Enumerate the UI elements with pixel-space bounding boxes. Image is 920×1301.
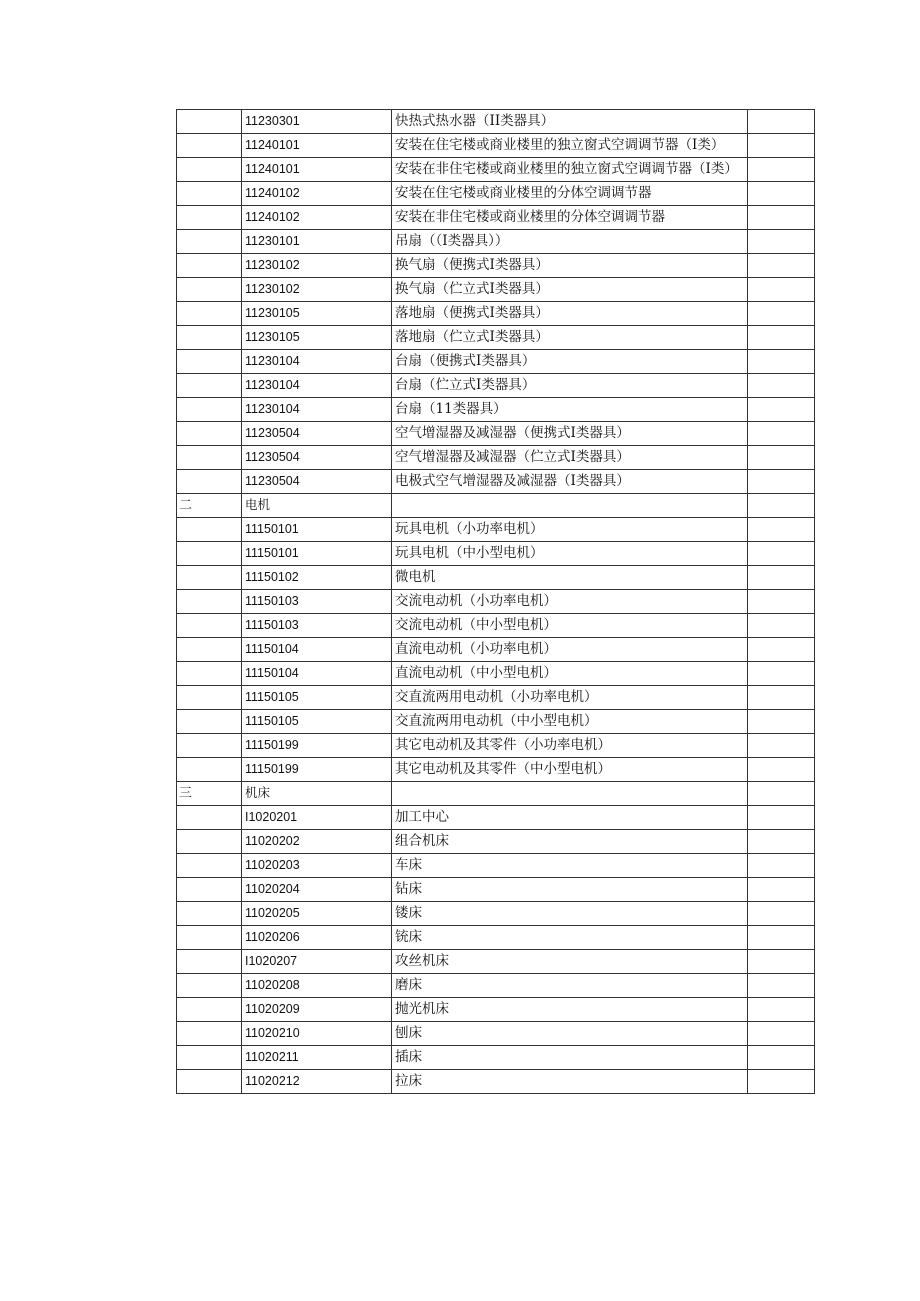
section-index-cell [177, 806, 242, 830]
product-name-cell: 交流电动机（小功率电机） [392, 590, 748, 614]
section-index-cell [177, 854, 242, 878]
remarks-cell [748, 326, 815, 350]
product-name-cell: 电极式空气增湿器及减湿器（I类器具） [392, 470, 748, 494]
section-title-cell: 电机 [242, 494, 392, 518]
remarks-cell [748, 206, 815, 230]
section-index-cell [177, 662, 242, 686]
product-code-cell: 11230105 [242, 302, 392, 326]
product-code-cell: 11230101 [242, 230, 392, 254]
table-row [177, 638, 815, 662]
remarks-cell [748, 422, 815, 446]
section-index-cell [177, 830, 242, 854]
section-index-cell [177, 542, 242, 566]
table-row [177, 566, 815, 590]
section-index-cell [177, 254, 242, 278]
table-row [177, 878, 815, 902]
remarks-cell [748, 854, 815, 878]
product-code-cell: 11020209 [242, 998, 392, 1022]
product-name-cell: 拉床 [392, 1070, 748, 1094]
section-index-cell [177, 1046, 242, 1070]
product-name-cell [392, 494, 748, 518]
product-name-cell: 台扇（11类器具） [392, 398, 748, 422]
product-name-cell: 玩具电机（中小型电机） [392, 542, 748, 566]
product-code-cell: 11230105 [242, 326, 392, 350]
table-row [177, 110, 815, 134]
product-name-cell: 插床 [392, 1046, 748, 1070]
section-index-cell [177, 998, 242, 1022]
product-code-cell: 11020208 [242, 974, 392, 998]
section-index-cell [177, 1070, 242, 1094]
remarks-cell [748, 134, 815, 158]
product-code-cell: 11020202 [242, 830, 392, 854]
section-index-cell: 三 [177, 782, 242, 806]
table-row [177, 662, 815, 686]
product-code-cell: 11230102 [242, 254, 392, 278]
product-name-cell: 快热式热水器（II类器具） [392, 110, 748, 134]
table-body [177, 110, 815, 1094]
product-name-cell: 加工中心 [392, 806, 748, 830]
product-name-cell: 镂床 [392, 902, 748, 926]
product-code-cell: 11150102 [242, 566, 392, 590]
remarks-cell [748, 302, 815, 326]
remarks-cell [748, 230, 815, 254]
section-index-cell [177, 950, 242, 974]
remarks-cell [748, 614, 815, 638]
remarks-cell [748, 1070, 815, 1094]
section-index-cell [177, 590, 242, 614]
product-code-cell: 11150199 [242, 734, 392, 758]
section-index-cell [177, 734, 242, 758]
product-name-cell: 攻丝机床 [392, 950, 748, 974]
section-header-row [177, 782, 815, 806]
product-name-cell: 其它电动机及其零件（中小型电机） [392, 758, 748, 782]
product-code-cell: 11230504 [242, 446, 392, 470]
product-code-cell: 11230504 [242, 422, 392, 446]
section-index-cell [177, 158, 242, 182]
section-index-cell [177, 878, 242, 902]
product-name-cell: 交流电动机（中小型电机） [392, 614, 748, 638]
product-code-cell: 11020203 [242, 854, 392, 878]
product-name-cell: 铳床 [392, 926, 748, 950]
product-code-cell: 11230504 [242, 470, 392, 494]
table-row [177, 350, 815, 374]
remarks-cell [748, 374, 815, 398]
product-code-cell: 11020210 [242, 1022, 392, 1046]
product-name-cell: 吊扇（（I类器具）） [392, 230, 748, 254]
product-name-cell: 直流电动机（中小型电机） [392, 662, 748, 686]
product-code-cell: I1020207 [242, 950, 392, 974]
section-index-cell [177, 758, 242, 782]
product-code-cell: 11230104 [242, 350, 392, 374]
product-code-cell: 11240101 [242, 134, 392, 158]
product-name-cell: 落地扇（便携式I类器具） [392, 302, 748, 326]
section-index-cell [177, 638, 242, 662]
remarks-cell [748, 590, 815, 614]
remarks-cell [748, 278, 815, 302]
table-row [177, 710, 815, 734]
remarks-cell [748, 542, 815, 566]
remarks-cell [748, 446, 815, 470]
table-row [177, 950, 815, 974]
table-row [177, 206, 815, 230]
product-code-cell: 11150199 [242, 758, 392, 782]
table-row [177, 902, 815, 926]
remarks-cell [748, 734, 815, 758]
remarks-cell [748, 566, 815, 590]
product-name-cell: 刨床 [392, 1022, 748, 1046]
section-index-cell [177, 974, 242, 998]
section-header-row [177, 494, 815, 518]
product-code-cell: 11230102 [242, 278, 392, 302]
table-row [177, 518, 815, 542]
product-code-cell: I1020201 [242, 806, 392, 830]
section-index-cell [177, 470, 242, 494]
product-name-cell [392, 782, 748, 806]
table-row [177, 686, 815, 710]
product-name-cell: 换气扇（便携式I类器具） [392, 254, 748, 278]
section-index-cell [177, 398, 242, 422]
remarks-cell [748, 494, 815, 518]
remarks-cell [748, 878, 815, 902]
product-name-cell: 台扇（伫立式I类器具） [392, 374, 748, 398]
remarks-cell [748, 254, 815, 278]
product-name-cell: 台扇（便携式I类器具） [392, 350, 748, 374]
section-index-cell [177, 350, 242, 374]
product-code-cell: 11150103 [242, 614, 392, 638]
product-code-cell: 11240101 [242, 158, 392, 182]
product-name-cell: 安装在住宅楼或商业楼里的独立窗式空调调节器（I类） [392, 134, 748, 158]
table-row [177, 542, 815, 566]
product-code-cell: 11150101 [242, 542, 392, 566]
product-name-cell: 微电机 [392, 566, 748, 590]
table-row [177, 806, 815, 830]
section-index-cell [177, 686, 242, 710]
section-index-cell [177, 710, 242, 734]
product-code-cell: 11230104 [242, 374, 392, 398]
product-name-cell: 直流电动机（小功率电机） [392, 638, 748, 662]
remarks-cell [748, 350, 815, 374]
remarks-cell [748, 998, 815, 1022]
product-code-cell: 11020205 [242, 902, 392, 926]
table-row [177, 158, 815, 182]
product-code-cell: 11240102 [242, 206, 392, 230]
remarks-cell [748, 902, 815, 926]
product-code-cell: 11150105 [242, 686, 392, 710]
table-row [177, 230, 815, 254]
section-index-cell [177, 902, 242, 926]
table-row [177, 134, 815, 158]
remarks-cell [748, 470, 815, 494]
section-index-cell: 二 [177, 494, 242, 518]
remarks-cell [748, 398, 815, 422]
remarks-cell [748, 926, 815, 950]
table-row [177, 374, 815, 398]
product-code-cell: 11150103 [242, 590, 392, 614]
remarks-cell [748, 662, 815, 686]
product-name-cell: 磨床 [392, 974, 748, 998]
product-code-cell: 11150104 [242, 638, 392, 662]
remarks-cell [748, 182, 815, 206]
product-code-cell: 11150105 [242, 710, 392, 734]
remarks-cell [748, 950, 815, 974]
table-row [177, 758, 815, 782]
section-index-cell [177, 566, 242, 590]
section-index-cell [177, 1022, 242, 1046]
product-name-cell: 空气增湿器及减湿器（伫立式I类器具） [392, 446, 748, 470]
table-row [177, 446, 815, 470]
section-title-cell: 机床 [242, 782, 392, 806]
table-row [177, 974, 815, 998]
section-index-cell [177, 446, 242, 470]
product-name-cell: 车床 [392, 854, 748, 878]
product-name-cell: 换气扇（伫立式I类器具） [392, 278, 748, 302]
table-row [177, 254, 815, 278]
remarks-cell [748, 638, 815, 662]
table-row [177, 278, 815, 302]
product-code-cell: 11240102 [242, 182, 392, 206]
section-index-cell [177, 326, 242, 350]
product-name-cell: 安装在非住宅楼或商业楼里的分体空调调节器 [392, 206, 748, 230]
remarks-cell [748, 158, 815, 182]
table-row [177, 1046, 815, 1070]
table-row [177, 926, 815, 950]
table-row [177, 326, 815, 350]
product-name-cell: 落地扇（伫立式I类器具） [392, 326, 748, 350]
section-index-cell [177, 206, 242, 230]
table-row [177, 734, 815, 758]
product-name-cell: 钻床 [392, 878, 748, 902]
table-row [177, 998, 815, 1022]
remarks-cell [748, 974, 815, 998]
product-name-cell: 玩具电机（小功率电机） [392, 518, 748, 542]
table-row [177, 1022, 815, 1046]
section-index-cell [177, 518, 242, 542]
remarks-cell [748, 782, 815, 806]
table-row [177, 470, 815, 494]
product-name-cell: 抛光机床 [392, 998, 748, 1022]
section-index-cell [177, 926, 242, 950]
product-name-cell: 交直流两用电动机（小功率电机） [392, 686, 748, 710]
section-index-cell [177, 302, 242, 326]
product-name-cell: 空气增湿器及减湿器（便携式I类器具） [392, 422, 748, 446]
section-index-cell [177, 374, 242, 398]
remarks-cell [748, 806, 815, 830]
product-code-cell: 11230301 [242, 110, 392, 134]
table-row [177, 854, 815, 878]
remarks-cell [748, 518, 815, 542]
product-code-cell: 11020211 [242, 1046, 392, 1070]
table-row [177, 182, 815, 206]
section-index-cell [177, 110, 242, 134]
remarks-cell [748, 710, 815, 734]
table-row [177, 614, 815, 638]
remarks-cell [748, 1022, 815, 1046]
product-code-cell: 11020212 [242, 1070, 392, 1094]
remarks-cell [748, 686, 815, 710]
table-row [177, 830, 815, 854]
product-name-cell: 组合机床 [392, 830, 748, 854]
product-code-cell: 11020204 [242, 878, 392, 902]
section-index-cell [177, 422, 242, 446]
product-code-cell: 11020206 [242, 926, 392, 950]
remarks-cell [748, 830, 815, 854]
product-name-cell: 交直流两用电动机（中小型电机） [392, 710, 748, 734]
remarks-cell [748, 1046, 815, 1070]
table-row [177, 398, 815, 422]
section-index-cell [177, 614, 242, 638]
product-name-cell: 安装在住宅楼或商业楼里的分体空调调节器 [392, 182, 748, 206]
section-index-cell [177, 278, 242, 302]
section-index-cell [177, 182, 242, 206]
section-index-cell [177, 230, 242, 254]
table-row [177, 1070, 815, 1094]
product-table [176, 109, 815, 1094]
remarks-cell [748, 758, 815, 782]
table-row [177, 302, 815, 326]
table-row [177, 590, 815, 614]
section-index-cell [177, 134, 242, 158]
product-name-cell: 其它电动机及其零件（小功率电机） [392, 734, 748, 758]
product-code-cell: 11150104 [242, 662, 392, 686]
remarks-cell [748, 110, 815, 134]
product-code-cell: 11150101 [242, 518, 392, 542]
table-row [177, 422, 815, 446]
product-code-cell: 11230104 [242, 398, 392, 422]
product-name-cell: 安装在非住宅楼或商业楼里的独立窗式空调调节器（I类） [392, 158, 748, 182]
